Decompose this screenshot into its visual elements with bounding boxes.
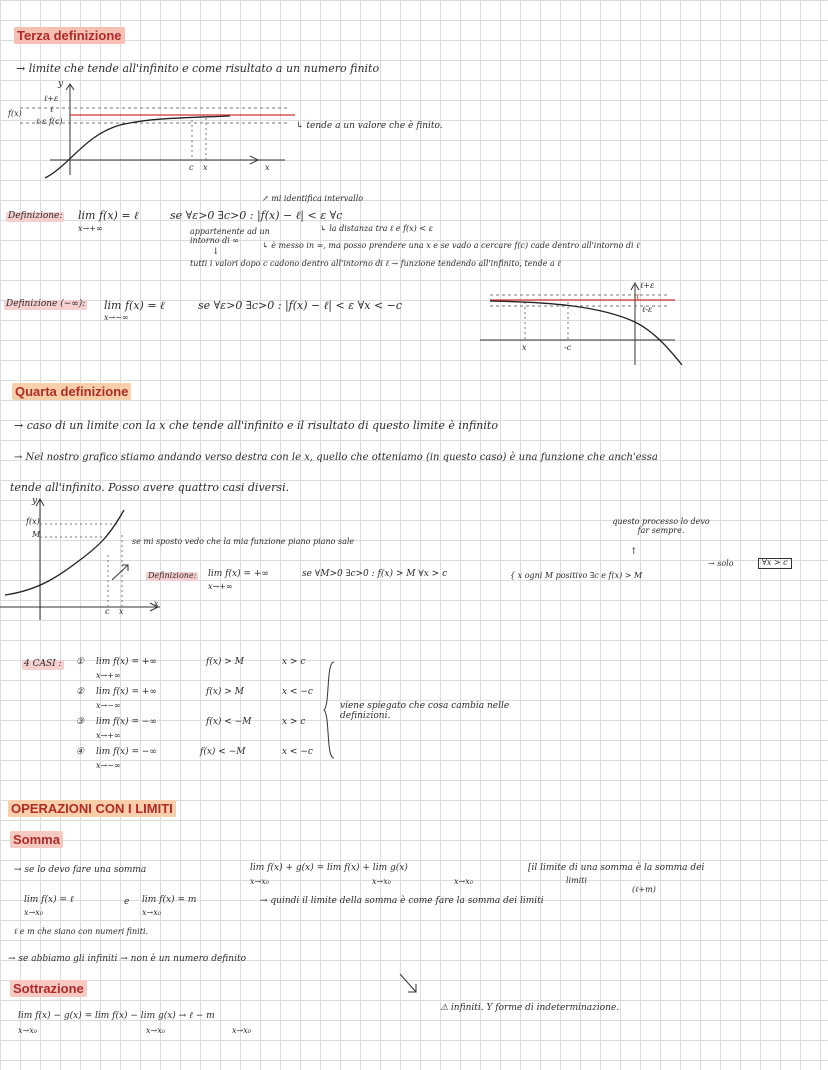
g1-ell: ℓ <box>50 105 54 114</box>
g3-c: c <box>105 607 110 616</box>
g3-y: y <box>32 496 38 506</box>
caso-lim: lim f(x) = −∞ <box>96 717 157 727</box>
quarta-line1: → caso di un limite con la x che tende all'infinito e il risultato di questo limite è infinito <box>14 419 498 432</box>
g1-x-axis: x <box>265 163 270 172</box>
note-up-arrow: ↑ <box>630 547 638 557</box>
note-appartenente: appartenente ad un intorno di ∞ <box>190 227 270 245</box>
caso-sub: x→+∞ <box>96 671 121 680</box>
caso-num: ② <box>76 687 85 697</box>
quarta-def-sub: x→+∞ <box>208 582 233 591</box>
caso-cond: f(x) < −M <box>200 747 246 757</box>
caso-lim: lim f(x) = +∞ <box>96 687 157 697</box>
note-distanza: ↳ la distanza tra ℓ e f(x) < ε <box>320 224 433 233</box>
quarta-graph <box>0 495 170 625</box>
arrow-to-warning <box>398 972 420 996</box>
caso-range: x > c <box>282 717 306 727</box>
quarta-line3: tende all'infinito. Posso avere quattro casi diversi. <box>10 481 290 494</box>
g1-x-tick: x <box>203 163 208 172</box>
somma-infiniti: → se abbiamo gli infiniti → non è un numero definito <box>8 954 246 964</box>
terza-def-meno-sub: x→−∞ <box>104 313 129 322</box>
section-heading-terza: Terza definizione <box>14 27 125 44</box>
somma-lim2: lim f(x) = m <box>142 895 197 905</box>
terza-intro: → limite che tende all'infinito e come risultato a un numero finito <box>16 62 380 75</box>
terza-def-lim: lim f(x) = ℓ <box>78 209 139 222</box>
terza-def-sub: x→+∞ <box>78 224 103 233</box>
sottrazione-sub: x→x₀ <box>18 1026 37 1035</box>
casi-brace <box>322 660 336 760</box>
somma-lim2-sub: x→x₀ <box>142 908 161 917</box>
casi-label: 4 CASI : <box>24 659 62 669</box>
sottrazione-formula: lim f(x) − g(x) = lim f(x) − lim g(x) → ℓ − m <box>18 1011 215 1021</box>
note-solo: → solo <box>708 559 734 568</box>
g2-mid: ℓ <box>636 292 640 301</box>
sottrazione-sub: x→x₀ <box>146 1026 165 1035</box>
somma-e: e <box>124 897 130 907</box>
caso-cond: f(x) < −M <box>206 717 252 727</box>
g3-x-axis: x <box>154 599 159 608</box>
g1-c: c <box>189 163 194 172</box>
section-heading-operazioni: OPERAZIONI CON I LIMITI <box>8 800 176 817</box>
quarta-line2: → Nel nostro grafico stiamo andando verso destra con le x, quello che otteniamo (in questo caso) è una funzione che anch'essa <box>14 452 658 463</box>
caso-num: ① <box>76 657 85 667</box>
g1-ell-eps-bot: ℓ-ε f(c) <box>36 117 63 126</box>
somma-bracket: [il limite di una somma è la somma dei <box>528 863 705 873</box>
quarta-graph-note: se mi sposto vedo che la mia funzione piano piano sale <box>132 537 355 546</box>
somma-lim1: lim f(x) = ℓ <box>24 895 74 905</box>
somma-sub: x→x₀ <box>250 877 269 886</box>
caso-num: ④ <box>76 747 85 757</box>
g3-M: M <box>32 530 41 539</box>
g1-ell-eps-top: ℓ+ε <box>44 94 59 103</box>
g3-x-tick: x <box>119 607 124 616</box>
casi-note: viene spiegato che cosa cambia nelle definizioni. <box>340 701 510 721</box>
terza-def-cond: se ∀ε>0 ∃c>0 : |f(x) − ℓ| < ε ∀c <box>170 209 343 222</box>
somma-quindi: → quindi il limite della somma è come fare la somma dei limiti <box>260 896 544 906</box>
caso-cond: f(x) > M <box>206 657 244 667</box>
arrow-down: ↓ <box>212 247 220 257</box>
somma-bracket-limiti: limiti <box>566 876 588 885</box>
somma-finiti: ℓ e m che siano con numeri finiti. <box>14 927 149 936</box>
g2-x: x <box>522 343 527 352</box>
terza-side-note: ↳ tende a un valore che è finito. <box>296 121 443 131</box>
box-x-gt-c: ∀x > c <box>758 558 792 569</box>
caso-range: x < −c <box>282 687 313 697</box>
quarta-def-lim: lim f(x) = +∞ <box>208 569 269 579</box>
caso-cond: f(x) > M <box>206 687 244 697</box>
somma-sub: x→x₀ <box>454 877 473 886</box>
quarta-def-label: Definizione: <box>148 571 197 580</box>
terza-def-label: Definizione: <box>8 211 63 221</box>
note-processo: questo processo lo devo far sempre. <box>612 517 710 535</box>
g1-fx: f(x) <box>8 109 22 118</box>
terza-def-meno-label: Definizione (−∞): <box>6 299 86 309</box>
sottrazione-warning: ⚠ infiniti. Y forme di indeterminazione. <box>440 1003 620 1013</box>
somma-line1: → se lo devo fare una somma <box>14 865 147 875</box>
note-mezzo: ↳ è messo in ∞, ma posso prendere una x e se vado a cercare f(c) cade dentro all'intorno di ℓ <box>262 241 640 250</box>
terza-def-meno-cond: se ∀ε>0 ∃c>0 : |f(x) − ℓ| < ε ∀x < −c <box>198 299 403 312</box>
g2-bot: ℓ-ε <box>642 305 653 314</box>
section-heading-quarta: Quarta definizione <box>12 383 131 400</box>
g1-y: y <box>58 79 64 89</box>
caso-lim: lim f(x) = −∞ <box>96 747 157 757</box>
g2-minus-c: -c <box>564 343 572 352</box>
somma-sub: x→x₀ <box>372 877 391 886</box>
caso-sub: x→+∞ <box>96 731 121 740</box>
quarta-def-cond: se ∀M>0 ∃c>0 : f(x) > M ∀x > c <box>302 569 448 579</box>
caso-sub: x→−∞ <box>96 701 121 710</box>
caso-sub: x→−∞ <box>96 761 121 770</box>
somma-formula: lim f(x) + g(x) = lim f(x) + lim g(x) <box>250 863 408 873</box>
note-tutti: tutti i valori dopo c cadono dentro all'intorno di ℓ → funzione tendendo all'infinito, tende a ℓ <box>190 259 561 268</box>
section-heading-sottrazione: Sottrazione <box>10 980 87 997</box>
somma-lim1-sub: x→x₀ <box>24 908 43 917</box>
caso-range: x > c <box>282 657 306 667</box>
caso-num: ③ <box>76 717 85 727</box>
caso-lim: lim f(x) = +∞ <box>96 657 157 667</box>
section-heading-somma: Somma <box>10 831 63 848</box>
terza-def-meno-lim: lim f(x) = ℓ <box>104 299 165 312</box>
g2-top: ℓ+ε <box>640 281 655 290</box>
sottrazione-sub: x→x₀ <box>232 1026 251 1035</box>
caso-range: x < −c <box>282 747 313 757</box>
note-intervallo: ↗ mi identifica intervallo <box>262 194 364 203</box>
terza-graph-minus <box>470 280 690 370</box>
note-brace: { x ogni M positivo ∃c e f(x) > M <box>510 571 643 580</box>
g3-fx: f(x) <box>26 517 40 526</box>
somma-l-plus-m: (ℓ+m) <box>632 885 656 894</box>
